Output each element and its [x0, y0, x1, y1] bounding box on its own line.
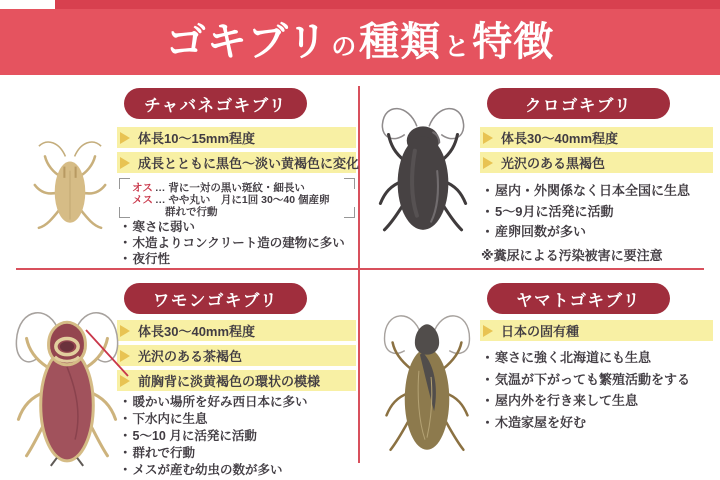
bullet-item: ・気温が下がっても繁殖活動をする [481, 371, 691, 387]
bullet-list-chabane [119, 219, 345, 267]
sex-info-box [119, 178, 355, 218]
body [405, 324, 450, 449]
feature-band [117, 370, 356, 391]
bullet-item: ・産卵回数が多い [481, 224, 587, 239]
feature-text: 前胸背に淡黄褐色の環状の模様 [138, 374, 321, 389]
sex-group-line: 群れで行動 [165, 206, 218, 218]
bullet-item: ・寒さに弱い [119, 220, 196, 234]
bullet-item: ・暖かい場所を好み西日本に多い [119, 395, 308, 409]
feature-band [117, 345, 356, 366]
bracket-corner [344, 178, 355, 189]
yamato-cockroach-illustration [378, 300, 476, 472]
feature-band [117, 152, 360, 173]
feature-band [117, 127, 356, 148]
page-title [166, 22, 554, 62]
body [398, 126, 449, 229]
body [55, 162, 86, 223]
female-label: メス [132, 194, 153, 206]
male-label: オス [132, 182, 153, 194]
arrow-icon [120, 132, 130, 144]
title-part: と [444, 33, 470, 61]
species-badge-chabane: チャバネゴキブリ [124, 88, 307, 119]
title-part: 種類 [359, 20, 442, 64]
feature-text: 成長とともに黒色〜淡い黄褐色に変化 [138, 156, 360, 171]
bullet-item: ・群れで行動 [119, 446, 196, 460]
sex-female-line [132, 194, 355, 206]
bullet-item: ・下水内に生息 [119, 412, 208, 426]
feature-text: 体長30〜40mm程度 [501, 131, 619, 146]
feature-band [480, 152, 713, 173]
feature-text: 体長10〜15mm程度 [138, 131, 256, 146]
chabane-cockroach-illustration [26, 136, 114, 238]
arrow-icon [120, 157, 130, 169]
feature-band [480, 127, 713, 148]
bullet-list-wamon [119, 394, 308, 479]
feature-band [117, 320, 356, 341]
bullet-list-kuro [481, 181, 690, 243]
feature-text: 体長30〜40mm程度 [138, 324, 256, 339]
bullet-item: ・屋内外を行き来して生息 [481, 393, 639, 408]
feature-text: 光沢のある茶褐色 [138, 349, 243, 364]
arrow-icon [483, 325, 493, 337]
bullet-item: ・木造よりコンクリート造の建物に多い [119, 236, 345, 250]
bullet-item: ・夜行性 [119, 252, 171, 266]
bullet-item: ・寒さに強く北海道にも生息 [481, 350, 652, 365]
bracket-corner [119, 207, 130, 218]
arrow-icon [483, 157, 493, 169]
header-banner [0, 9, 720, 75]
feature-text: 光沢のある黒褐色 [501, 156, 606, 171]
arrow-icon [483, 132, 493, 144]
pointer-line [82, 324, 132, 380]
sex-male-line [132, 182, 355, 194]
bullet-item: ・5〜10 月に活発に活動 [119, 429, 257, 443]
species-badge-kuro: クロゴキブリ [487, 88, 670, 119]
feature-text: 日本の固有種 [501, 324, 580, 339]
bullet-list-yamato [481, 347, 690, 433]
divider-horizontal [16, 268, 704, 270]
divider-vertical [358, 86, 360, 463]
female-text: … やや丸い 月に1回 30〜40 個産卵 [155, 194, 330, 206]
male-text: … 背に一対の黒い斑紋・細長い [154, 182, 305, 194]
header-fold [55, 0, 720, 9]
wamon-cockroach-illustration [10, 296, 124, 476]
bullet-item: ・木造家屋を好む [481, 414, 587, 430]
title-part: 特徴 [472, 20, 555, 64]
bracket-corner [119, 178, 130, 189]
species-badge-wamon: ワモンゴキブリ [124, 283, 307, 314]
caution-note: ※糞尿による汚染被害に要注意 [481, 248, 663, 263]
species-badge-yamato: ヤマトゴキブリ [487, 283, 670, 314]
bullet-item: ・メスが産む幼虫の数が多い [119, 463, 283, 477]
title-part: ゴキブリ [165, 20, 329, 64]
bullet-item: ・5〜9月に活発に活動 [481, 203, 614, 219]
bullet-item: ・屋内・外関係なく日本全国に生息 [481, 183, 691, 198]
kuro-cockroach-illustration [374, 100, 472, 242]
title-part: の [331, 33, 357, 61]
bracket-corner [344, 207, 355, 218]
antennae [39, 142, 101, 156]
feature-band [480, 320, 713, 341]
